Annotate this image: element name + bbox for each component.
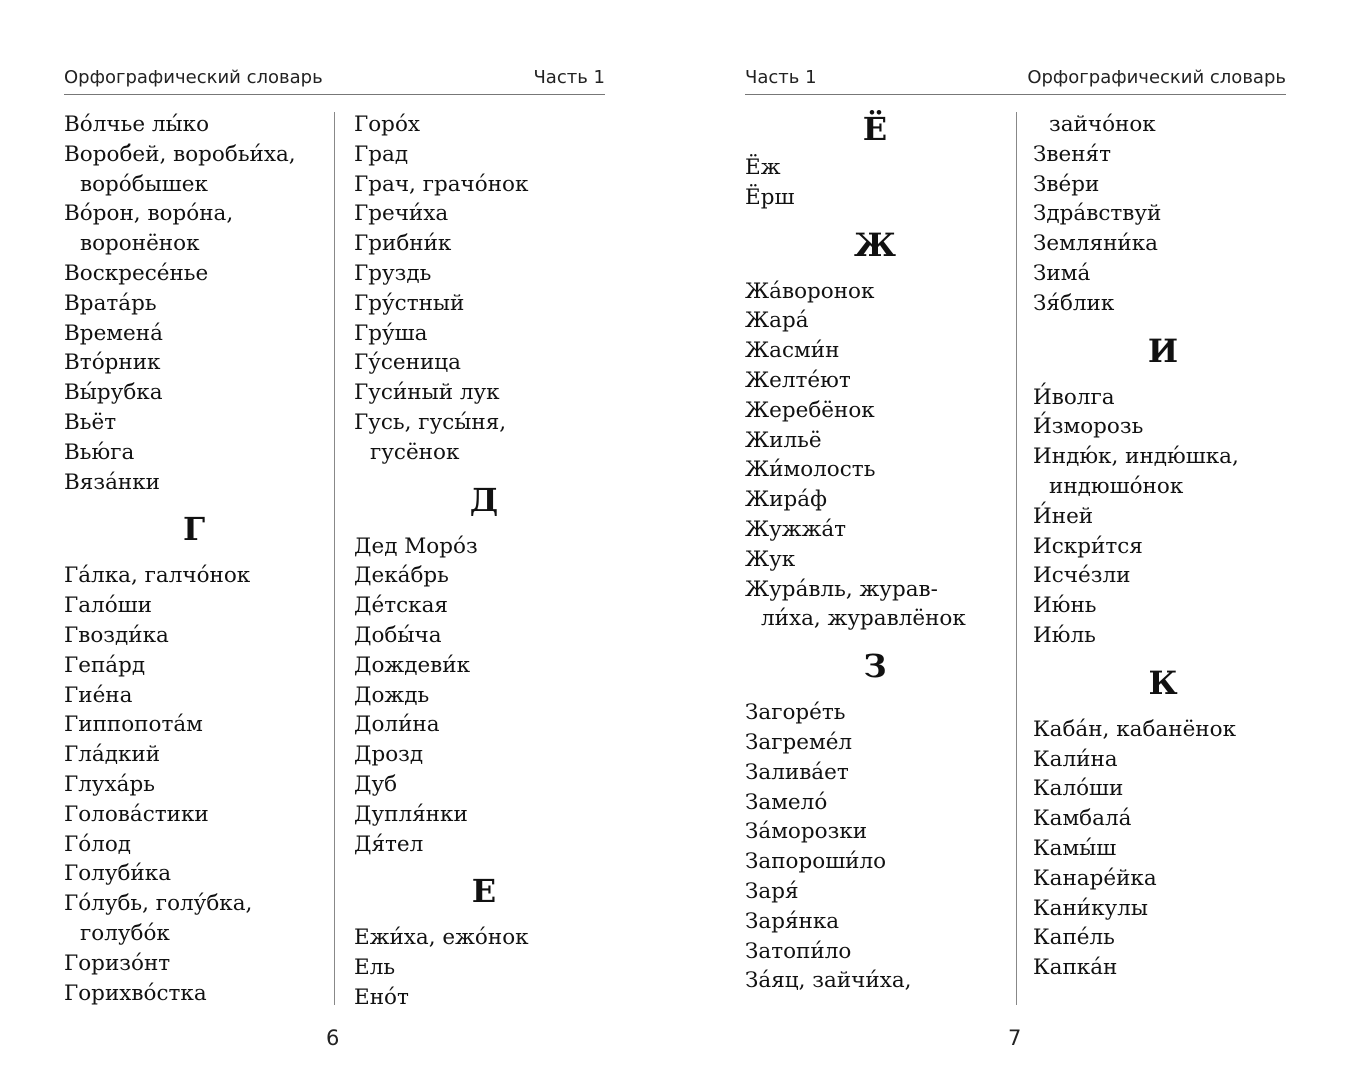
column-divider (1016, 112, 1017, 1005)
dictionary-entry (64, 468, 324, 498)
entry-continuation: воронёнок (80, 231, 200, 257)
entry-headword: Ёж (745, 155, 781, 180)
entry-headword: Дупля́нки (354, 801, 468, 827)
dictionary-entry (1033, 229, 1293, 259)
section-letter-heading: К (1148, 663, 1178, 702)
entry-headword: За́яц, зайчи́ха, (745, 968, 912, 994)
dictionary-entry (745, 907, 1005, 937)
entry-headword: Капе́ль (1033, 925, 1115, 951)
dictionary-entry (745, 545, 1005, 575)
entry-headword: Горо́х (354, 112, 421, 137)
dictionary-entry (354, 348, 614, 378)
entry-headword: Заря́ (745, 878, 799, 904)
dictionary-entry (64, 591, 324, 621)
dictionary-entry (354, 710, 614, 740)
entry-continuation: голубо́к (80, 920, 170, 946)
dictionary-entry (1033, 834, 1293, 864)
entry-headword: Га́лка, галчо́нок (64, 563, 251, 589)
dictionary-entry (1033, 412, 1293, 442)
dictionary-entry (1033, 894, 1293, 924)
entry-headword: Зве́ри (1033, 171, 1100, 197)
dictionary-entry (745, 277, 1005, 307)
entry-headword: Кало́ши (1033, 776, 1124, 802)
page-number: 7 (1008, 1026, 1022, 1050)
dictionary-entry (745, 306, 1005, 336)
dictionary-entry (64, 110, 324, 140)
right-page (675, 0, 1350, 1080)
entry-headword: Глуха́рь (64, 771, 155, 797)
dictionary-entry (354, 110, 614, 140)
entry-headword: Горизо́нт (64, 950, 171, 976)
entry-headword: Дуб (354, 771, 398, 797)
dictionary-entry (1033, 383, 1293, 413)
dictionary-entry (354, 830, 614, 860)
entry-headword: Голуби́ка (64, 861, 172, 887)
entry-headword: Гало́ши (64, 593, 152, 619)
entry-headword: Грач, грачо́нок (354, 171, 529, 197)
entry-headword: Ежи́ха, ежо́нок (354, 925, 529, 951)
dictionary-entry (354, 800, 614, 830)
section-letter-heading: Ё (862, 110, 888, 148)
dictionary-entry (745, 698, 1005, 728)
dictionary-entry (64, 561, 324, 591)
entry-headword: Град (354, 141, 409, 167)
dictionary-entry (354, 229, 614, 259)
entry-headword: Вороб́ей, воробьи́ха, (64, 141, 296, 167)
entry-headword: Горихво́стка (64, 980, 207, 1006)
dictionary-entry (1033, 199, 1293, 229)
dictionary-entry (745, 336, 1005, 366)
dictionary-entry (64, 830, 324, 860)
dictionary-entry (64, 681, 324, 711)
entry-headword: Жи́молость (745, 457, 876, 483)
section-letter-heading: Ж (854, 225, 896, 264)
entry-headword: И́ней (1033, 503, 1094, 529)
dictionary-entry (64, 859, 324, 889)
entry-headword: Го́лубь, голу́бка, (64, 891, 253, 917)
dictionary-entry (1033, 745, 1293, 775)
dictionary-entry (64, 621, 324, 651)
entry-headword: Добы́ча (354, 622, 442, 648)
entry-headword: Жара́ (745, 308, 809, 334)
dictionary-column (1033, 110, 1293, 983)
entry-headword: Времена́ (64, 320, 163, 346)
entry-headword: И́зморозь (1033, 414, 1144, 440)
dictionary-entry (64, 289, 324, 319)
entry-headword: Жильё (745, 427, 822, 453)
entry-headword: И́волга (1033, 384, 1115, 410)
entry-headword: Зима́ (1033, 260, 1091, 286)
dictionary-entry (745, 817, 1005, 847)
dictionary-entry (354, 259, 614, 289)
dictionary-column (64, 110, 324, 1008)
dictionary-entry (354, 953, 614, 983)
entry-headword: Камы́ш (1033, 835, 1117, 861)
entry-headword: Дрозд (354, 742, 424, 768)
entry-headword: Вяза́нки (64, 469, 161, 495)
entry-continuation: зайчо́нок (1049, 112, 1156, 137)
entry-headword: Ёрш (745, 184, 795, 210)
entry-headword: Вы́рубка (64, 380, 163, 406)
entry-headword: Капка́н (1033, 955, 1118, 981)
dictionary-entry (64, 889, 324, 949)
dictionary-entry (745, 153, 1005, 183)
dictionary-entry (64, 979, 324, 1009)
dictionary-entry (64, 348, 324, 378)
dictionary-entry (64, 259, 324, 289)
dictionary-entry (64, 740, 324, 770)
dictionary-entry (1033, 953, 1293, 983)
dictionary-entry (354, 561, 614, 591)
entry-headword: Канаре́йка (1033, 865, 1157, 891)
entry-headword: Грибни́к (354, 231, 452, 257)
dictionary-entry (745, 788, 1005, 818)
entry-headword: Ено́т (354, 984, 409, 1010)
entry-continuation: индюшо́нок (1049, 473, 1184, 499)
dictionary-entry (354, 591, 614, 621)
dictionary-entry (64, 710, 324, 740)
running-head-part: Часть 1 (533, 67, 605, 88)
entry-headword: Ию́нь (1033, 593, 1097, 619)
dictionary-entry (354, 140, 614, 170)
entry-headword: Залива́ет (745, 759, 849, 785)
dictionary-column (745, 110, 1005, 996)
dictionary-entry (354, 289, 614, 319)
entry-headword: Вьёт (64, 409, 117, 435)
entry-headword: Ию́ль (1033, 622, 1096, 648)
entry-headword: Во́рон, воро́на, (64, 201, 234, 227)
entry-headword: Гвозди́ка (64, 622, 169, 648)
dictionary-entry (354, 170, 614, 200)
dictionary-entry (354, 651, 614, 681)
dictionary-entry (1033, 804, 1293, 834)
entry-headword: Ель (354, 955, 396, 981)
entry-headword: Вто́рник (64, 350, 161, 376)
dictionary-entry (745, 183, 1005, 213)
running-head-title: Орфографический словарь (64, 67, 323, 88)
dictionary-entry (1033, 140, 1293, 170)
entry-headword: Гру́стный (354, 290, 465, 316)
entry-headword: Доли́на (354, 712, 440, 738)
entry-headword: Врата́рь (64, 290, 157, 316)
entry-headword: Жура́вль, журав- (745, 576, 938, 602)
running-head-title: Орфографический словарь (1027, 67, 1286, 88)
entry-headword: Дождеви́к (354, 652, 471, 678)
entry-headword: Гуси́ный лук (354, 380, 500, 406)
entry-headword: Загреме́л (745, 729, 853, 755)
dictionary-entry (64, 408, 324, 438)
entry-headword: Гие́на (64, 682, 133, 708)
entry-headword: Гру́ша (354, 320, 428, 346)
section-letter-heading: Е (471, 872, 497, 911)
entry-headword: Голова́стики (64, 801, 209, 827)
entry-headword: Жук (745, 546, 796, 572)
dictionary-entry (64, 378, 324, 408)
dictionary-entry (64, 438, 324, 468)
entry-headword: Жа́воронок (745, 278, 875, 304)
dictionary-entry (64, 800, 324, 830)
entry-headword: Зя́блик (1033, 290, 1115, 316)
dictionary-entry (1033, 110, 1293, 140)
dictionary-entry (354, 983, 614, 1013)
entry-headword: Кани́кулы (1033, 895, 1148, 921)
dictionary-entry (354, 770, 614, 800)
dictionary-entry (1033, 621, 1293, 651)
entry-headword: Дождь (354, 682, 430, 708)
entry-headword: Во́лчье лы́ко (64, 112, 210, 137)
entry-headword: Жира́ф (745, 487, 827, 513)
entry-headword: Жасми́н (745, 338, 840, 364)
dictionary-entry (1033, 591, 1293, 621)
entry-headword: Запороши́ло (745, 849, 887, 875)
dictionary-entry (64, 319, 324, 349)
entry-headword: Здра́вствуй (1033, 201, 1162, 227)
entry-headword: Желте́ют (745, 367, 851, 393)
entry-headword: Дед Моро́з (354, 533, 478, 559)
entry-headword: Гречи́ха (354, 201, 449, 227)
dictionary-entry (1033, 532, 1293, 562)
dictionary-entry (1033, 289, 1293, 319)
entry-headword: Де́тская (354, 593, 448, 619)
dictionary-entry (354, 621, 614, 651)
running-head (64, 58, 605, 95)
dictionary-entry (354, 199, 614, 229)
dictionary-entry (745, 485, 1005, 515)
dictionary-entry (1033, 715, 1293, 745)
entry-continuation: воро́бышек (80, 171, 208, 197)
entry-headword: Гиппопота́м (64, 712, 203, 738)
entry-headword: Вью́га (64, 439, 135, 465)
dictionary-entry (745, 426, 1005, 456)
dictionary-entry (354, 740, 614, 770)
dictionary-entry (745, 455, 1005, 485)
entry-headword: Заря́нка (745, 908, 840, 934)
dictionary-entry (745, 575, 1005, 635)
entry-headword: Камбала́ (1033, 806, 1132, 832)
entry-headword: Индю́к, индю́шка, (1033, 444, 1239, 470)
dictionary-entry (64, 651, 324, 681)
entry-continuation: ли́ха, журавлёнок (761, 606, 966, 632)
section-letter-heading: З (863, 647, 887, 686)
dictionary-entry (1033, 923, 1293, 953)
dictionary-entry (64, 140, 324, 200)
entry-headword: Искри́тся (1033, 533, 1143, 559)
dictionary-entry (1033, 561, 1293, 591)
dictionary-entry (354, 378, 614, 408)
dictionary-entry (1033, 170, 1293, 200)
entry-headword: Каба́н, кабанёнок (1033, 716, 1237, 742)
entry-headword: Гу́сеница (354, 350, 461, 376)
entry-continuation: гусёнок (370, 439, 460, 465)
entry-headword: Загоре́ть (745, 700, 846, 726)
entry-headword: Груздь (354, 260, 432, 286)
dictionary-entry (745, 396, 1005, 426)
entry-headword: За́морозки (745, 819, 868, 845)
dictionary-entry (354, 532, 614, 562)
dictionary-entry (1033, 774, 1293, 804)
dictionary-entry (745, 877, 1005, 907)
entry-headword: Жеребёнок (745, 397, 875, 423)
entry-headword: Исче́зли (1033, 563, 1131, 589)
entry-headword: Дя́тел (354, 831, 424, 857)
dictionary-entry (745, 366, 1005, 396)
entry-headword: Дека́брь (354, 563, 449, 589)
dictionary-entry (64, 770, 324, 800)
dictionary-entry (64, 199, 324, 259)
dictionary-entry (745, 847, 1005, 877)
dictionary-entry (745, 515, 1005, 545)
dictionary-entry (745, 937, 1005, 967)
section-letter-heading: Д (469, 480, 499, 519)
entry-headword: Кали́на (1033, 746, 1118, 772)
dictionary-entry (1033, 502, 1293, 532)
section-letter-heading: Г (182, 510, 206, 549)
column-divider (334, 112, 335, 1005)
entry-headword: Гусь, гусы́ня, (354, 409, 507, 435)
entry-headword: Воскресе́нье (64, 260, 209, 286)
dictionary-entry (1033, 259, 1293, 289)
page-number: 6 (326, 1026, 340, 1050)
dictionary-entry (1033, 864, 1293, 894)
dictionary-entry (745, 966, 1005, 996)
entry-headword: Земляни́ка (1033, 231, 1158, 257)
dictionary-entry (1033, 442, 1293, 502)
running-head (745, 58, 1286, 95)
dictionary-entry (354, 681, 614, 711)
dictionary-entry (745, 728, 1005, 758)
dictionary-entry (354, 923, 614, 953)
entry-headword: Звеня́т (1033, 141, 1112, 167)
dictionary-entry (745, 758, 1005, 788)
dictionary-entry (354, 408, 614, 468)
dictionary-column (354, 110, 614, 1013)
entry-headword: Замело́ (745, 789, 828, 815)
entry-headword: Го́лод (64, 831, 132, 857)
running-head-part: Часть 1 (745, 67, 817, 88)
entry-headword: Гепа́рд (64, 652, 146, 678)
dictionary-entry (64, 949, 324, 979)
entry-headword: Затопи́ло (745, 938, 852, 964)
entry-headword: Жужжа́т (745, 516, 847, 542)
section-letter-heading: И (1147, 331, 1179, 370)
entry-headword: Гла́дкий (64, 742, 161, 768)
dictionary-entry (354, 319, 614, 349)
